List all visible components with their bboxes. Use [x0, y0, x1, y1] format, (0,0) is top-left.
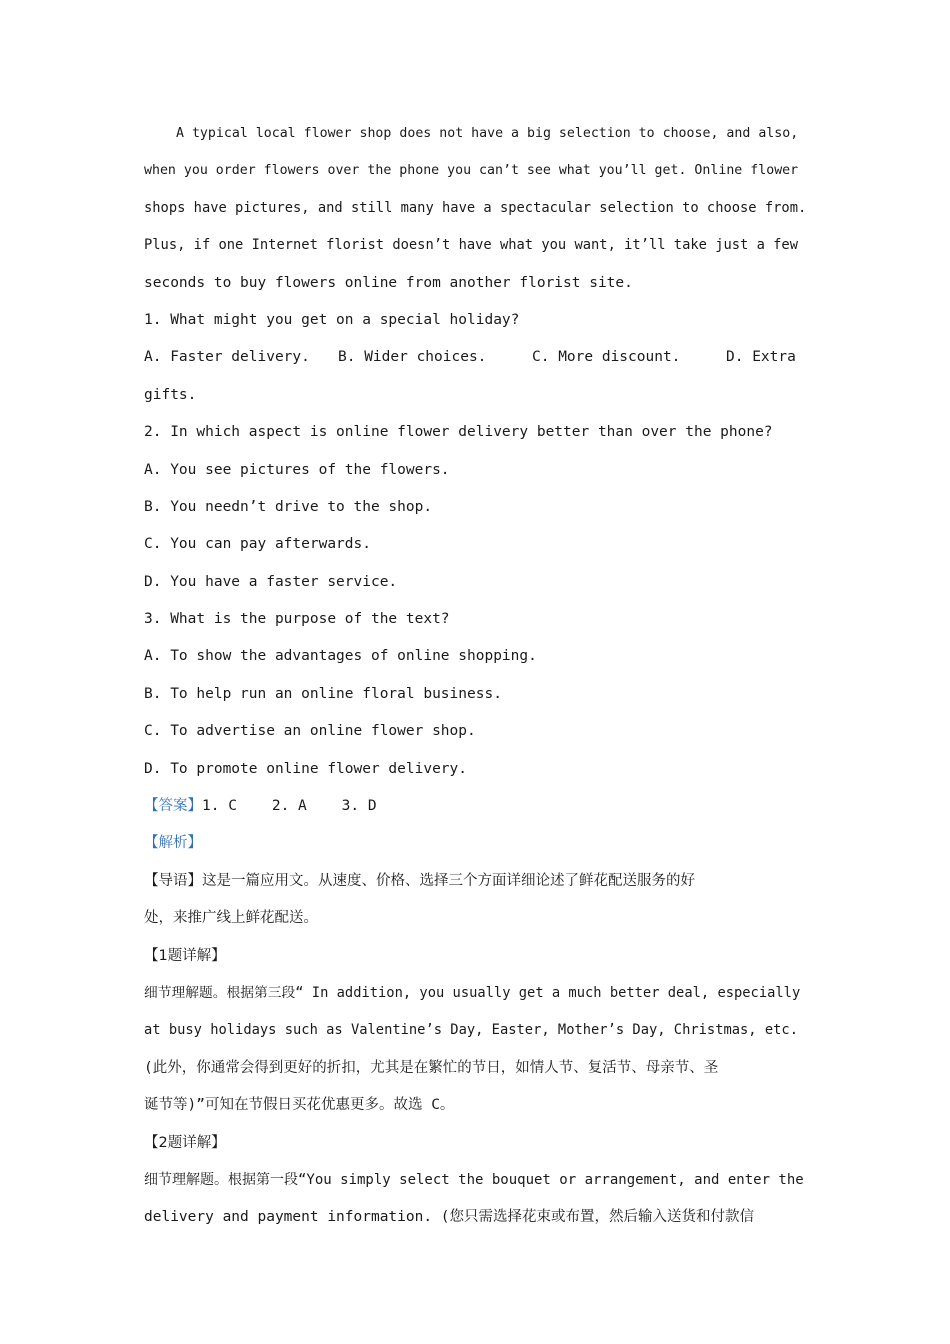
document-page — [144, 115, 808, 1237]
passage-line: shops have pictures, and still many have a spectacular selection to choose from. — [144, 199, 807, 216]
detail-1-line: (此外，你通常会得到更好的折扣，尤其是在繁忙的节日，如情人节、复活节、母亲节、圣 — [144, 1059, 719, 1076]
question-1-options — [144, 339, 808, 376]
option-b: B. To help run an online floral business. — [144, 685, 502, 702]
detail-1-line: 细节理解题。根据第三段“ In addition, you usually get a much better deal, especially — [144, 984, 801, 1001]
answer-label: 【答案】 — [144, 798, 202, 815]
option-c: C. To advertise an online flower shop. — [144, 723, 476, 740]
option-b: B. Wider choices. — [338, 349, 487, 366]
answer-text: 1. C 2. A 3. D — [202, 798, 377, 815]
detail-1-heading: 【1题详解】 — [144, 947, 226, 964]
passage-line: Plus, if one Internet florist doesn’t have what you want, it’ll take just a few — [144, 237, 798, 254]
question-1-stem: 1. What might you get on a special holiday? — [144, 311, 520, 328]
question-3-stem: 3. What is the purpose of the text? — [144, 611, 450, 628]
passage-line: seconds to buy flowers online from another florist site. — [144, 274, 633, 291]
option-d: D. Extra — [726, 349, 796, 366]
option-d: D. You have a faster service. — [144, 573, 398, 590]
intro-line: 处，来推广线上鲜花配送。 — [144, 910, 318, 927]
detail-2-line: delivery and payment information. (您只需选择花束或布置，然后输入送货和付款信 — [144, 1209, 755, 1226]
detail-2-line: 细节理解题。根据第一段“You simply select the bouquet or arrangement, and enter the — [144, 1171, 804, 1188]
detail-1-line: at busy holidays such as Valentine’s Day, Easter, Mother’s Day, Christmas, etc. — [144, 1022, 798, 1039]
option-d: D. To promote online flower delivery. — [144, 760, 468, 777]
option-d-wrap: gifts. — [144, 386, 197, 403]
question-2-stem: 2. In which aspect is online flower delivery better than over the phone? — [144, 424, 773, 441]
passage-line: A typical local flower shop does not have a big selection to choose, and also, — [176, 126, 799, 141]
option-b: B. You needn’t drive to the shop. — [144, 498, 433, 515]
passage-text: when you order flowers over the phone you can’t see what you’ll get. Online flower — [144, 163, 799, 179]
detail-1-line: 诞节等)”可知在节假日买花优惠更多。故选 C。 — [144, 1097, 455, 1114]
option-c: C. More discount. — [532, 349, 681, 366]
answer-line — [144, 788, 808, 825]
option-c: C. You can pay afterwards. — [144, 536, 371, 553]
analysis-label: 【解析】 — [144, 835, 202, 852]
option-a: A. To show the advantages of online shopping. — [144, 648, 537, 665]
option-a: A. Faster delivery. — [144, 349, 310, 366]
detail-2-heading: 【2题详解】 — [144, 1134, 226, 1151]
intro-line: 【导语】这是一篇应用文。从速度、价格、选择三个方面详细论述了鲜花配送服务的好 — [144, 872, 695, 889]
passage-line — [144, 152, 808, 189]
option-a: A. You see pictures of the flowers. — [144, 461, 450, 478]
